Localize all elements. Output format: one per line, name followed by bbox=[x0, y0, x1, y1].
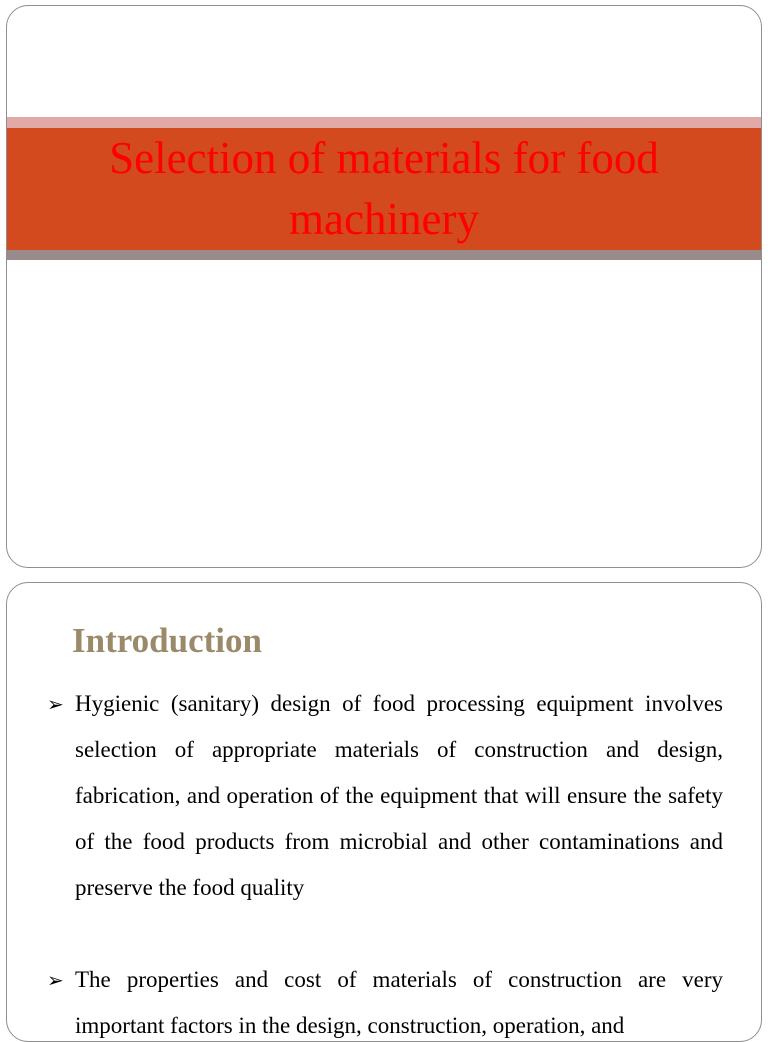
slide-title: Selection of materials for food machinery bbox=[109, 133, 659, 244]
bullet-text: Hygienic (sanitary) design of food processing equipment involves selection of appropriate materials of construction and design, fabrication, and operation of the equipment that will ensure the safety of the food products from microbial and other contaminations and preserve the food quality bbox=[75, 691, 723, 900]
title-slide bbox=[6, 5, 762, 568]
title-band-bottom-stripe bbox=[7, 250, 761, 260]
list-item bbox=[45, 957, 723, 1042]
bullet-list bbox=[45, 681, 723, 1042]
arrowhead-bullet-icon: ➢ bbox=[47, 692, 64, 716]
title-band-top-stripe bbox=[7, 117, 761, 128]
list-item bbox=[45, 681, 723, 911]
introduction-slide bbox=[6, 582, 762, 1042]
arrowhead-bullet-icon: ➢ bbox=[47, 968, 64, 992]
title-band bbox=[7, 128, 761, 250]
section-heading: Introduction bbox=[72, 621, 262, 660]
bullet-text: The properties and cost of materials of construction are very important factors in the design, construction, operation, and bbox=[75, 967, 723, 1038]
